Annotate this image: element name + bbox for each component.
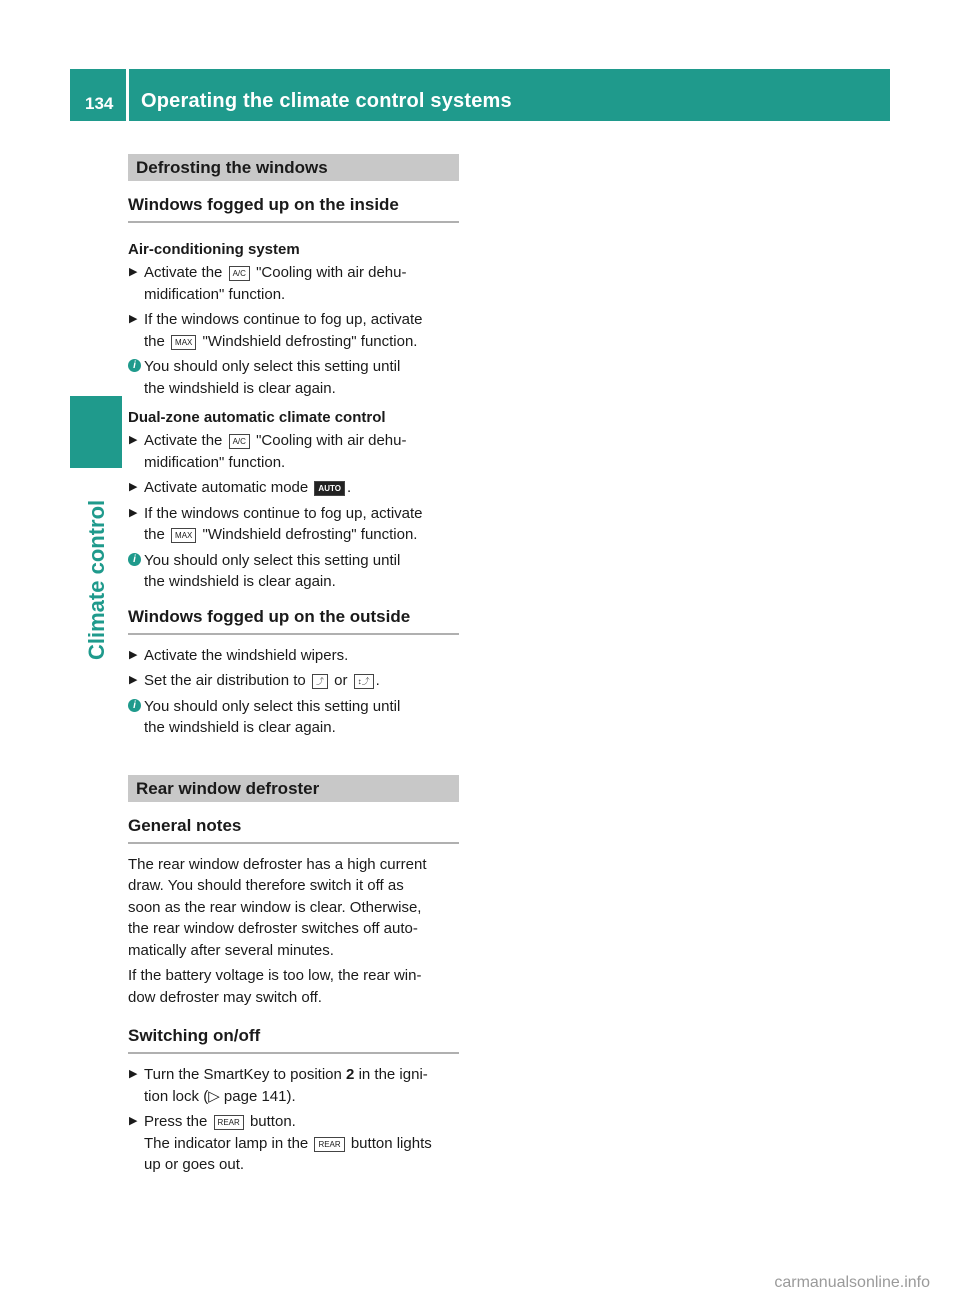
ac-button-icon: A/C (229, 434, 250, 449)
info-note: i You should only select this setting until the windshield is clear again. (128, 356, 459, 399)
right-arrow-bullet-icon: ▶ (129, 674, 138, 686)
info-note: i You should only select this setting until the windshield is clear again. (128, 696, 459, 739)
list-item: ▶ Activate the windshield wipers. (128, 645, 459, 667)
heading-dual-zone: Dual-zone automatic climate control (128, 409, 386, 426)
page-reference-link[interactable]: page 141). (223, 1087, 296, 1105)
heading-switching: Switching on/off (128, 1026, 459, 1054)
sidebar-chapter-label: Climate control (84, 499, 109, 660)
heading-ac-system: Air-conditioning system (128, 241, 300, 258)
paragraph: If the battery voltage is too low, the rear win- dow defroster may switch off. (128, 967, 422, 1006)
ac-button-icon: A/C (229, 266, 250, 281)
right-arrow-bullet-icon: ▶ (129, 1068, 138, 1080)
info-icon: i (128, 699, 141, 712)
section-bar-defrosting: Defrosting the windows (128, 154, 459, 181)
list-item: ▶ If the windows continue to fog up, activate the MAX "Windshield defrosting" function. (129, 504, 423, 543)
right-arrow-bullet-icon: ▶ (129, 506, 138, 519)
sidebar-tab-block (70, 396, 122, 468)
heading-inside: Windows fogged up on the inside (128, 195, 459, 223)
info-note: i You should only select this setting until the windshield is clear again. (128, 550, 459, 593)
max-defrost-icon: MAX (171, 335, 196, 350)
heading-general-notes: General notes (128, 816, 459, 844)
section-bar-rear: Rear window defroster (128, 775, 459, 802)
air-distribution-windshield-footwell-icon: ↕⤴ (354, 674, 374, 689)
list-item: ▶ Press the REAR button. The indicator lamp in the REAR button lights up or goes out. (129, 1113, 432, 1173)
list-item: ▶ Turn the SmartKey to position 2 in the igni- tion lock (▷ page 141). (129, 1066, 428, 1105)
list-item: ▶ If the windows continue to fog up, activate the MAX "Windshield defrosting" function. (129, 311, 423, 350)
watermark: carmanualsonline.info (774, 1274, 930, 1291)
right-arrow-bullet-icon: ▶ (129, 434, 138, 446)
auto-button-icon: AUTO (314, 481, 345, 496)
right-arrow-bullet-icon: ▶ (129, 481, 138, 493)
list-item: ▶ Activate the A/C "Cooling with air dehu- midification" function. (129, 264, 407, 303)
page-title: Operating the climate control systems (141, 90, 512, 112)
heading-outside: Windows fogged up on the outside (128, 607, 459, 635)
right-arrow-bullet-icon: ▶ (129, 266, 138, 278)
info-icon: i (128, 553, 141, 566)
air-distribution-windshield-icon: ⤴ (312, 674, 328, 689)
right-arrow-bullet-icon: ▶ (129, 648, 138, 661)
right-arrow-bullet-icon: ▶ (129, 313, 138, 325)
main-column (128, 154, 459, 1176)
paragraph: The rear window defroster has a high current draw. You should therefore switch it off as soon as the rear window is clear. Otherwise, the rear window defroster switches off auto- matically after several minutes. (128, 855, 427, 959)
max-defrost-icon: MAX (171, 528, 196, 543)
rear-defrost-icon: REAR (314, 1137, 344, 1152)
page-number: 134 (85, 94, 114, 113)
right-arrow-bullet-icon: ▶ (129, 1115, 138, 1127)
header-divider (126, 69, 129, 121)
list-item: ▶ Set the air distribution to ⤴ or ↕⤴ . (128, 670, 459, 692)
rear-defrost-icon: REAR (214, 1115, 244, 1130)
page-reference-arrow-icon: ▷ (208, 1087, 220, 1105)
list-item: ▶ Activate the A/C "Cooling with air dehu- midification" function. (129, 432, 407, 471)
list-item: ▶ Activate automatic mode AUTO . (128, 477, 459, 499)
info-icon: i (128, 359, 141, 372)
